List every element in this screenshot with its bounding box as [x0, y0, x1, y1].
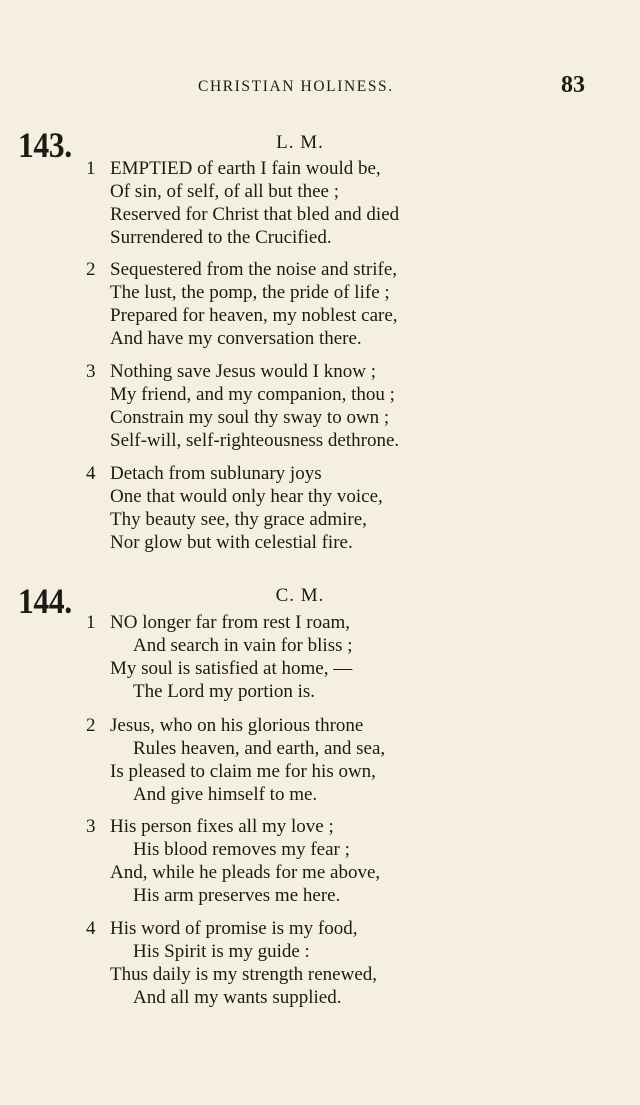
verse-line: Self-will, self-righteousness dethrone.: [110, 430, 400, 451]
verse-line: Of sin, of self, of all but thee ;: [110, 181, 340, 202]
verse-line: His person fixes all my love ;: [110, 816, 334, 837]
verse-line: Nor glow but with celestial fire.: [110, 532, 353, 553]
verse-line: EMPTIED of earth I fain would be,: [110, 158, 381, 179]
page-number: 83: [561, 72, 585, 98]
verse-line: Sequestered from the noise and strife,: [110, 259, 398, 280]
verse-line: Is pleased to claim me for his own,: [110, 761, 376, 782]
verse-line: And search in vain for bliss ;: [133, 635, 353, 656]
verse-number: 3: [86, 816, 96, 837]
verse-line: Thus daily is my strength renewed,: [110, 964, 378, 985]
verse-line: Reserved for Christ that bled and died: [110, 204, 400, 225]
verse-line: One that would only hear thy voice,: [110, 486, 383, 507]
hymn-number: 143.: [18, 125, 72, 165]
verse-line: Jesus, who on his glorious throne: [110, 715, 364, 736]
verse-number: 4: [86, 918, 96, 939]
verse-line: His word of promise is my food,: [110, 918, 358, 939]
verse-line: My soul is satisfied at home, —: [110, 658, 353, 679]
verse-line: And give himself to me.: [133, 784, 318, 805]
hymn-meter: C. M.: [275, 585, 325, 606]
verse-number: 2: [86, 715, 96, 736]
verse-number: 4: [86, 463, 96, 484]
verse-line: The Lord my portion is.: [133, 681, 316, 702]
verse-line: Constrain my soul thy sway to own ;: [110, 407, 390, 428]
verse-number: 1: [86, 158, 96, 179]
hymn-meter: L. M.: [276, 132, 324, 153]
verse-line: Detach from sublunary joys: [110, 463, 322, 484]
verse-line: Surrendered to the Crucified.: [110, 227, 332, 248]
verse-number: 2: [86, 259, 96, 280]
verse-number: 1: [86, 612, 96, 633]
verse-line: His arm preserves me here.: [133, 885, 341, 906]
verse-line: And all my wants supplied.: [133, 987, 342, 1008]
verse-number: 3: [86, 361, 96, 382]
verse-line: His blood removes my fear ;: [133, 839, 350, 860]
verse-line: And, while he pleads for me above,: [110, 862, 381, 883]
verse-line: Prepared for heaven, my noblest care,: [110, 305, 398, 326]
running-head: CHRISTIAN HOLINESS.: [198, 78, 394, 95]
verse-line: My friend, and my companion, thou ;: [110, 384, 395, 405]
verse-line: NO longer far from rest I roam,: [110, 612, 351, 633]
hymn-number: 144.: [18, 581, 72, 621]
verse-line: His Spirit is my guide :: [133, 941, 310, 962]
verse-line: Thy beauty see, thy grace admire,: [110, 509, 367, 530]
verse-line: And have my conversation there.: [110, 328, 362, 349]
verse-line: Rules heaven, and earth, and sea,: [133, 738, 386, 759]
verse-line: Nothing save Jesus would I know ;: [110, 361, 376, 382]
verse-line: The lust, the pomp, the pride of life ;: [110, 282, 390, 303]
